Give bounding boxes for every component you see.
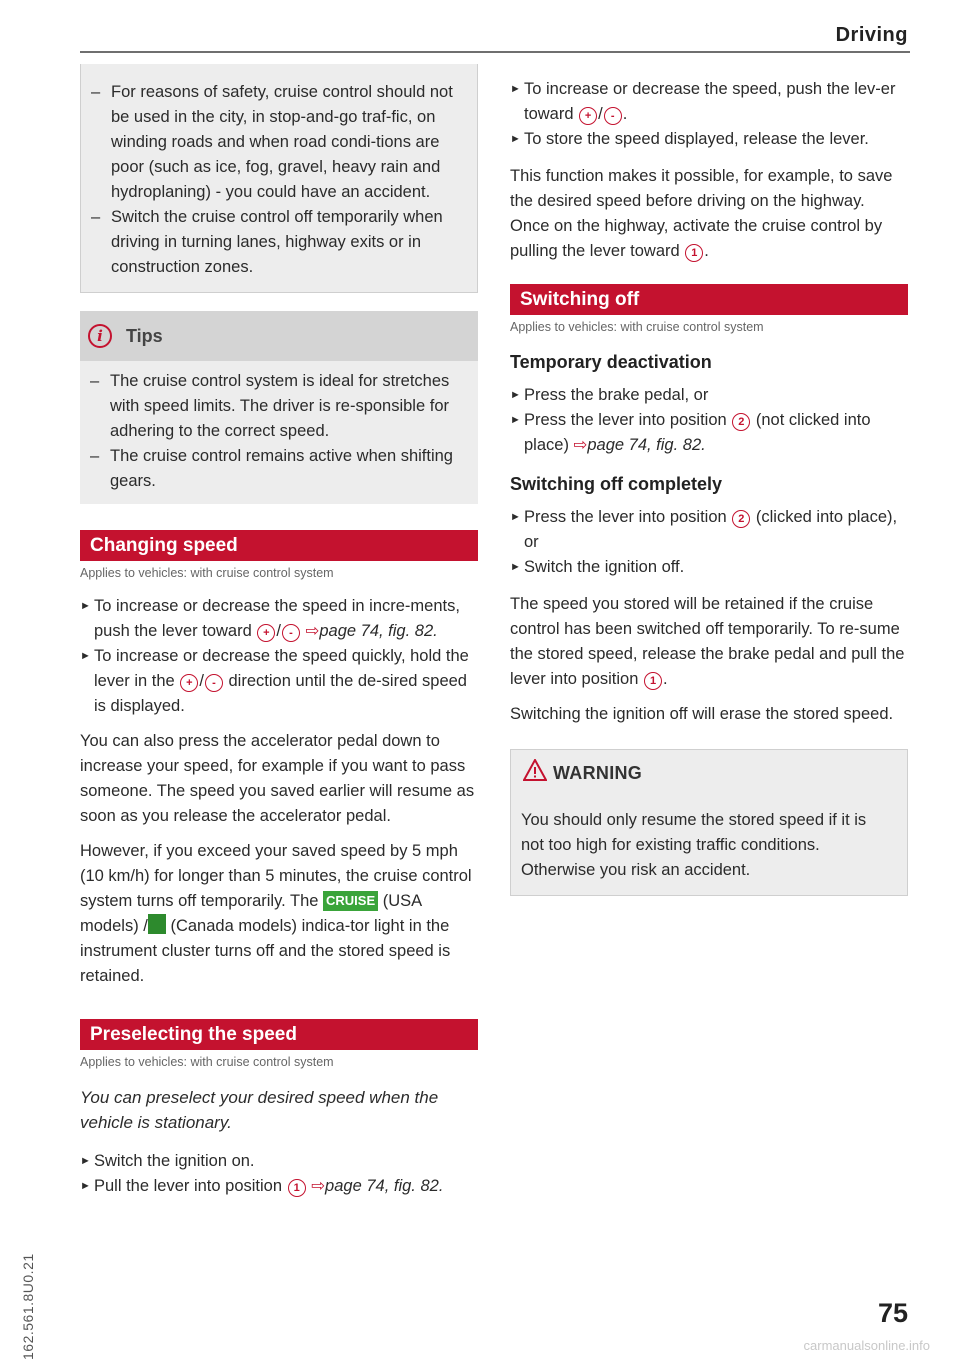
bullet-icon: ► <box>80 1180 91 1192</box>
watermark: carmanualsonline.info <box>803 1338 930 1353</box>
warning-item: – Switch the cruise control off temporarily when driving in turning lanes, highway exits or in construction zones. <box>91 208 443 276</box>
minus-icon: - <box>282 624 300 642</box>
tips-title: Tips <box>126 326 163 346</box>
plus-icon: + <box>257 624 275 642</box>
page-number: 75 <box>877 1298 908 1328</box>
applies-note: Applies to vehicles: with cruise control system <box>510 320 764 334</box>
warning-header <box>510 749 908 794</box>
bullet-icon: ► <box>80 1155 91 1167</box>
section-title-preselecting: Preselecting the speed <box>80 1019 478 1050</box>
position-two-icon: 2 <box>732 413 750 431</box>
paragraph: This function makes it possible, for example, to save the desired speed before driving on the highway. Once on the highway, activate the cruise control by pulling the lever toward 1 . <box>510 167 893 260</box>
instruction-step: ► Press the lever into position 2 (clicked into place), or <box>510 505 908 555</box>
arrow-icon: ⇨ <box>305 622 320 640</box>
instruction-step: ► Switch the ignition off. <box>510 555 908 580</box>
instruction-step: ► Pull the lever into position 1 ⇨page 74, fig. 82. <box>80 1174 478 1199</box>
tips-body <box>80 361 478 504</box>
running-title: Driving <box>835 24 908 46</box>
bullet-icon: ► <box>80 650 91 662</box>
warning-continuation <box>80 64 478 293</box>
info-icon: i <box>88 324 112 348</box>
minus-icon: - <box>205 674 223 692</box>
bullet-icon: ► <box>510 389 521 401</box>
instruction-step: ► Press the brake pedal, or <box>510 383 908 408</box>
bullet-icon: ► <box>510 414 521 426</box>
left-column <box>80 64 478 1199</box>
arrow-icon: ⇨ <box>311 1177 326 1195</box>
bullet-icon: ► <box>80 600 91 612</box>
warning-triangle-icon <box>523 759 547 789</box>
paragraph: The speed you stored will be retained if the cruise control has been switched off temporarily. To re-sume the stored speed, release the brake pedal and pull the lever into position 1 . <box>510 595 905 688</box>
position-one-icon: 1 <box>644 672 662 690</box>
paragraph: You can also press the accelerator pedal down to increase your speed, for example if you want to pass someone. The speed you saved earlier will resume as soon as you release the accelerator pedal. <box>80 732 475 825</box>
bullet-icon: ► <box>510 511 521 523</box>
plus-icon: + <box>579 107 597 125</box>
applies-note: Applies to vehicles: with cruise control system <box>80 566 334 580</box>
cruise-indicator-icon: CRUISE <box>323 891 378 911</box>
tips-header <box>80 311 478 361</box>
tip-item: – The cruise control remains active when shifting gears. <box>90 447 453 490</box>
instruction-step: ► To increase or decrease the speed in incre-ments, push the lever toward + / - ⇨page 74, fig. 82. <box>80 594 478 644</box>
intro-text: You can preselect your desired speed when the vehicle is stationary. <box>80 1088 439 1132</box>
position-one-icon: 1 <box>288 1179 306 1197</box>
page-reference-link[interactable]: page 74, fig. 82 <box>587 436 702 454</box>
warning-title: WARNING <box>553 763 643 783</box>
page-reference-link[interactable]: page 74, fig. 82 <box>325 1177 439 1195</box>
subheading-temporary: Temporary deactivation <box>510 352 712 372</box>
page-reference-link[interactable]: page 74, fig. 82 <box>319 622 434 640</box>
bullet-icon: ► <box>510 133 521 145</box>
header-rule <box>80 51 910 53</box>
warning-item: – For reasons of safety, cruise control should not be used in the city, in stop-and-go traf-fic, on winding roads and when road condi-tions are poor (such as ice, fog, gravel, heavy rain and hydroplaning) - you could have an accident. <box>91 83 453 201</box>
instruction-step: ► To store the speed displayed, release the lever. <box>510 127 908 152</box>
position-two-icon: 2 <box>732 510 750 528</box>
document-code: 162.561.8U0.21 <box>20 1253 36 1360</box>
instruction-step: ► Switch the ignition on. <box>80 1149 478 1174</box>
paragraph: However, if you exceed your saved speed by 5 mph (10 km/h) for longer than 5 minutes, the cruise control system turns off temporarily. The CRUISE (USA models) / (Canada models) indica-tor light in the instrument cluster turns off and the stored speed is retained. <box>80 842 472 985</box>
canada-cruise-indicator-icon <box>148 914 166 934</box>
instruction-step: ► To increase or decrease the speed, push the lev-er toward + / - . <box>510 77 908 127</box>
bullet-icon: ► <box>510 83 521 95</box>
paragraph: Switching the ignition off will erase the stored speed. <box>510 705 894 723</box>
instruction-step: ► To increase or decrease the speed quickly, hold the lever in the + / - direction until the de-sired speed is displayed. <box>80 644 478 719</box>
warning-body: You should only resume the stored speed if it is not too high for existing traffic conditions. Otherwise you risk an accident. <box>510 794 908 896</box>
subheading-complete: Switching off completely <box>510 474 723 494</box>
applies-note: Applies to vehicles: with cruise control system <box>80 1055 334 1069</box>
plus-icon: + <box>180 674 198 692</box>
arrow-icon: ⇨ <box>573 436 588 454</box>
tip-item: – The cruise control system is ideal for stretches with speed limits. The driver is re-sponsible for adhering to the correct speed. <box>90 372 450 440</box>
minus-icon: - <box>604 107 622 125</box>
bullet-icon: ► <box>510 561 521 573</box>
instruction-step: ► Press the lever into position 2 (not clicked into place) ⇨page 74, fig. 82. <box>510 408 908 458</box>
section-title-changing-speed: Changing speed <box>80 530 478 561</box>
right-column <box>510 77 908 896</box>
section-title-switching-off: Switching off <box>510 284 908 315</box>
position-one-icon: 1 <box>685 244 703 262</box>
